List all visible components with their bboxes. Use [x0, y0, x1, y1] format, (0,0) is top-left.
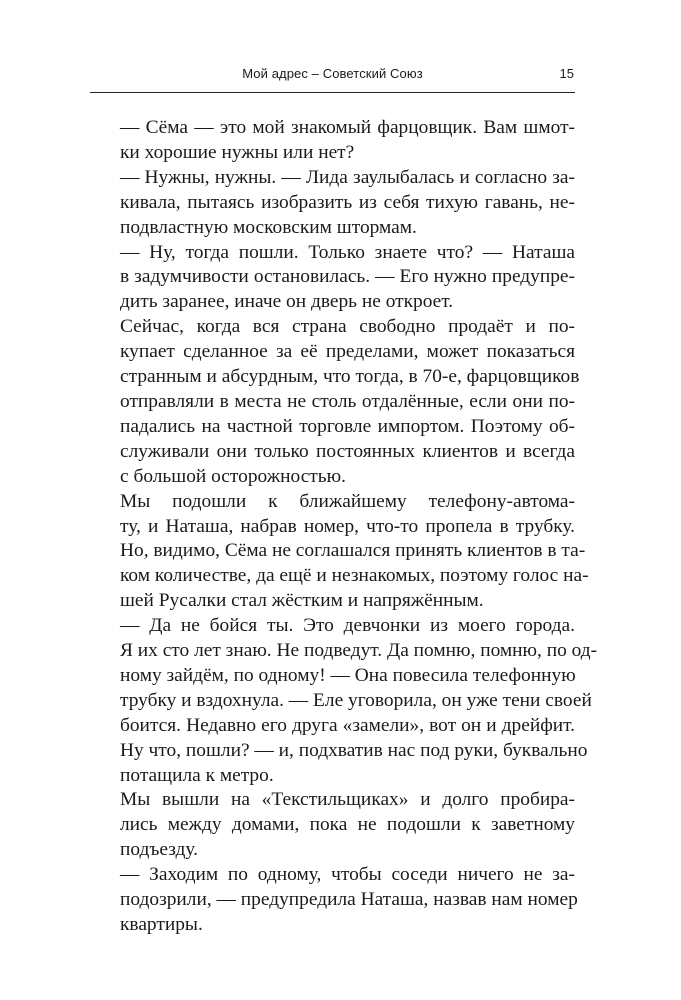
text-line: Сейчас, когда вся страна свободно продаёт и по- — [120, 316, 575, 338]
paragraph — [90, 116, 575, 166]
paragraph — [90, 315, 580, 489]
text-line: отправляли в места не столь отдалённые, если они по- — [120, 390, 575, 412]
text-line: Я их сто лет знаю. Не подведут. Да помню, помню, по од- — [120, 640, 598, 662]
paragraph — [90, 788, 575, 863]
paragraph — [90, 614, 598, 788]
text-line: подъезду. — [120, 839, 199, 861]
text-line: служивали они только постоянных клиентов и всегда — [120, 440, 575, 462]
paragraph — [90, 490, 589, 615]
text-line: Ну что, пошли? — и, подхватив нас под руки, буквально — [120, 739, 588, 761]
text-line: падались на частной торговле импортом. Поэтому об- — [120, 415, 575, 437]
text-line: с большой осторожностью. — [120, 465, 346, 487]
text-line: потащила к метро. — [120, 764, 274, 786]
text-line: — Ну, тогда пошли. Только знаете что? — Наташа — [120, 241, 575, 263]
text-line: кивала, пытаясь изобразить из себя тихую гавань, не- — [120, 191, 575, 213]
text-line: в задумчивости остановилась. — Его нужно предупре- — [120, 266, 575, 288]
text-line: шей Русалки стал жёстким и напряжённым. — [120, 590, 484, 612]
running-head — [90, 62, 575, 93]
running-title: Мой адрес – Советский Союз — [242, 66, 423, 81]
text-line: подвластную московским штормам. — [120, 216, 417, 238]
paragraph — [90, 166, 575, 241]
text-line: ту, и Наташа, набрав номер, что-то пропела в трубку. — [120, 515, 575, 537]
text-line: квартиры. — [120, 914, 203, 935]
text-line: Мы подошли к ближайшему телефону-автома- — [120, 490, 575, 512]
text-line: ному зайдём, по одному! — Она повесила телефонную — [120, 664, 576, 686]
paragraph — [90, 863, 578, 938]
body-text — [90, 116, 598, 938]
text-line: — Заходим по одному, чтобы соседи ничего не за- — [120, 864, 575, 886]
text-line: странным и абсурдным, что тогда, в 70-е, фарцовщиков — [120, 366, 580, 388]
text-line: — Нужны, нужны. — Лида заулыбалась и согласно за- — [120, 166, 575, 188]
text-line: Но, видимо, Сёма не соглашался принять клиентов в та- — [120, 540, 586, 562]
text-line: лись между домами, пока не подошли к заветному — [120, 814, 575, 836]
text-line: боится. Недавно его друга «замели», вот он и дрейфит. — [120, 714, 575, 736]
text-line: купает сделанное за её пределами, может показаться — [120, 341, 575, 363]
text-line: Мы вышли на «Текстильщиках» и долго пробира- — [120, 789, 575, 811]
text-line: — Да не бойся ты. Это девчонки из моего города. — [120, 615, 575, 637]
text-line: подозрили, — предупредила Наташа, назвав нам номер — [120, 889, 578, 911]
page-number: 15 — [559, 66, 574, 81]
text-line: дить заранее, иначе он дверь не откроет. — [120, 291, 454, 313]
text-line: — Сёма — это мой знакомый фарцовщик. Вам шмот- — [120, 117, 575, 138]
text-line: трубку и вздохнула. — Еле уговорила, он уже тени своей — [120, 689, 592, 711]
paragraph — [90, 241, 575, 316]
text-line: ки хорошие нужны или нет? — [120, 141, 355, 163]
text-line: ком количестве, да ещё и незнакомых, поэтому голос на- — [120, 565, 589, 587]
